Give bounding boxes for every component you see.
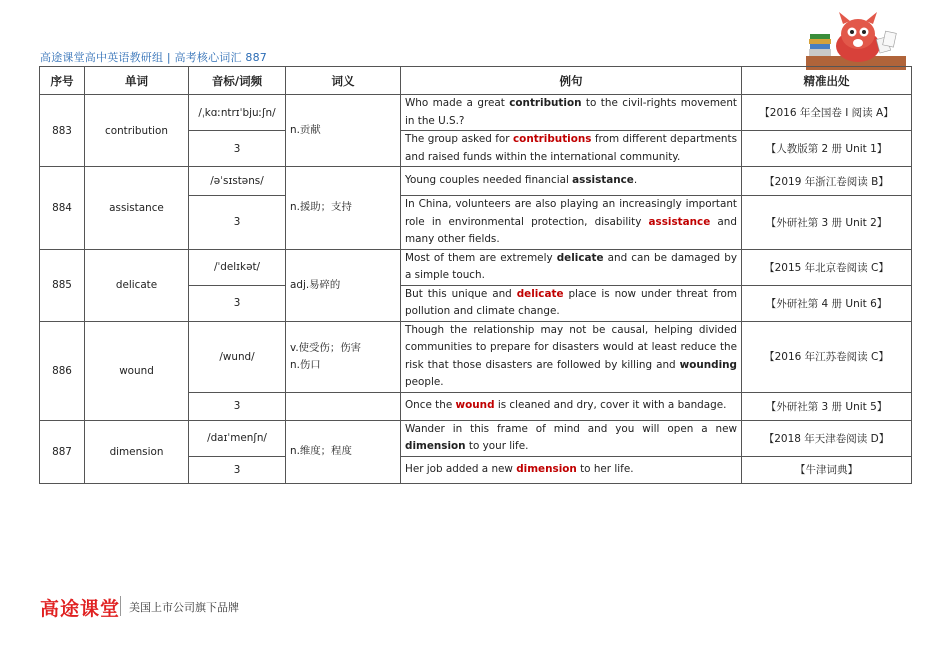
word-text: dimension	[85, 420, 189, 483]
word-text: delicate	[85, 249, 189, 321]
example-source: 【牛津词典】	[742, 456, 912, 483]
word-number: 887	[40, 420, 85, 483]
header-example: 例句	[401, 67, 742, 95]
word-meaning-empty	[286, 392, 401, 420]
keyword: assistance	[572, 174, 634, 187]
word-phonetic: /əˈsɪstəns/	[189, 167, 286, 196]
header-meaning: 词义	[286, 67, 401, 95]
example-sentence: Wander in this frame of mind and you will open a new dimension to your life.	[401, 420, 742, 456]
word-text: assistance	[85, 167, 189, 250]
word-number: 886	[40, 321, 85, 420]
word-phonetic: /daɪˈmenʃn/	[189, 420, 286, 456]
word-meaning: n.维度；程度	[286, 420, 401, 483]
word-text: wound	[85, 321, 189, 420]
word-frequency: 3	[189, 131, 286, 167]
word-number: 884	[40, 167, 85, 250]
cartoon-mascot-icon	[806, 12, 906, 70]
example-sentence: Who made a great contribution to the civil-rights movement in the U.S.?	[401, 95, 742, 131]
table-row	[40, 321, 912, 392]
word-meaning: n.援助；支持	[286, 167, 401, 250]
header-number: 序号	[40, 67, 85, 95]
word-meaning: v.使受伤；伤害 n.伤口	[286, 321, 401, 392]
example-source: 【2015 年北京卷阅读 C】	[742, 249, 912, 285]
table-row	[40, 95, 912, 131]
example-source: 【2019 年浙江卷阅读 B】	[742, 167, 912, 196]
keyword-highlight: wound	[455, 399, 495, 412]
table-row	[40, 249, 912, 285]
example-sentence: Once the wound is cleaned and dry, cover it with a bandage.	[401, 392, 742, 420]
word-number: 883	[40, 95, 85, 167]
word-frequency: 3	[189, 392, 286, 420]
word-meaning: adj.易碎的	[286, 249, 401, 321]
header-source: 精准出处	[742, 67, 912, 95]
example-sentence: Most of them are extremely delicate and can be damaged by a simple touch.	[401, 249, 742, 285]
word-meaning: n.贡献	[286, 95, 401, 167]
brand-tagline: 美国上市公司旗下品牌	[129, 601, 239, 614]
keyword: dimension	[405, 440, 466, 452]
page-header-title: 高途课堂高中英语教研组 | 高考核心词汇 887	[40, 51, 267, 64]
example-sentence: Young couples needed financial assistance.	[401, 167, 742, 196]
keyword: delicate	[556, 251, 604, 264]
word-frequency: 3	[189, 196, 286, 250]
word-number: 885	[40, 249, 85, 321]
word-phonetic: /ˈdelɪkət/	[189, 249, 286, 285]
footer-divider	[120, 596, 121, 616]
keyword-highlight: contributions	[513, 133, 592, 145]
brand-logo: 高途课堂	[40, 598, 121, 620]
keyword: wounding	[679, 358, 737, 371]
example-sentence: But this unique and delicate place is now under threat from pollution and climate change.	[401, 285, 742, 321]
example-source: 【外研社第 4 册 Unit 6】	[742, 285, 912, 321]
example-source: 【2018 年天津卷阅读 D】	[742, 420, 912, 456]
word-frequency: 3	[189, 456, 286, 483]
header-phonetic-frequency: 音标/词频	[189, 67, 286, 95]
table-row	[40, 167, 912, 196]
word-text: contribution	[85, 95, 189, 167]
keyword-highlight: dimension	[516, 462, 577, 475]
keyword: contribution	[509, 97, 582, 109]
example-source: 【2016 年全国卷 I 阅读 A】	[742, 95, 912, 131]
example-sentence: Her job added a new dimension to her life.	[401, 456, 742, 483]
keyword-highlight: delicate	[516, 287, 564, 300]
word-phonetic: /wund/	[189, 321, 286, 392]
example-source: 【人教版第 2 册 Unit 1】	[742, 131, 912, 167]
word-frequency: 3	[189, 285, 286, 321]
table-row	[40, 420, 912, 456]
example-source: 【2016 年江苏卷阅读 C】	[742, 321, 912, 392]
table-header-row	[40, 67, 912, 95]
example-sentence: Though the relationship may not be causal, helping divided communities to prepare for disasters would at least reduce the risk that those disasters are followed by killing and wounding people.	[401, 321, 742, 392]
keyword-highlight: assistance	[648, 215, 711, 228]
word-phonetic: /ˌkɑːntrɪˈbjuːʃn/	[189, 95, 286, 131]
example-source: 【外研社第 3 册 Unit 2】	[742, 196, 912, 250]
example-sentence: The group asked for contributions from different departments and raised funds within the international community.	[401, 131, 742, 167]
example-sentence: In China, volunteers are also playing an increasingly important role in environmental protection, disability assistance and many other fields.	[401, 196, 742, 250]
vocabulary-table	[39, 66, 912, 484]
example-source: 【外研社第 3 册 Unit 5】	[742, 392, 912, 420]
header-word: 单词	[85, 67, 189, 95]
